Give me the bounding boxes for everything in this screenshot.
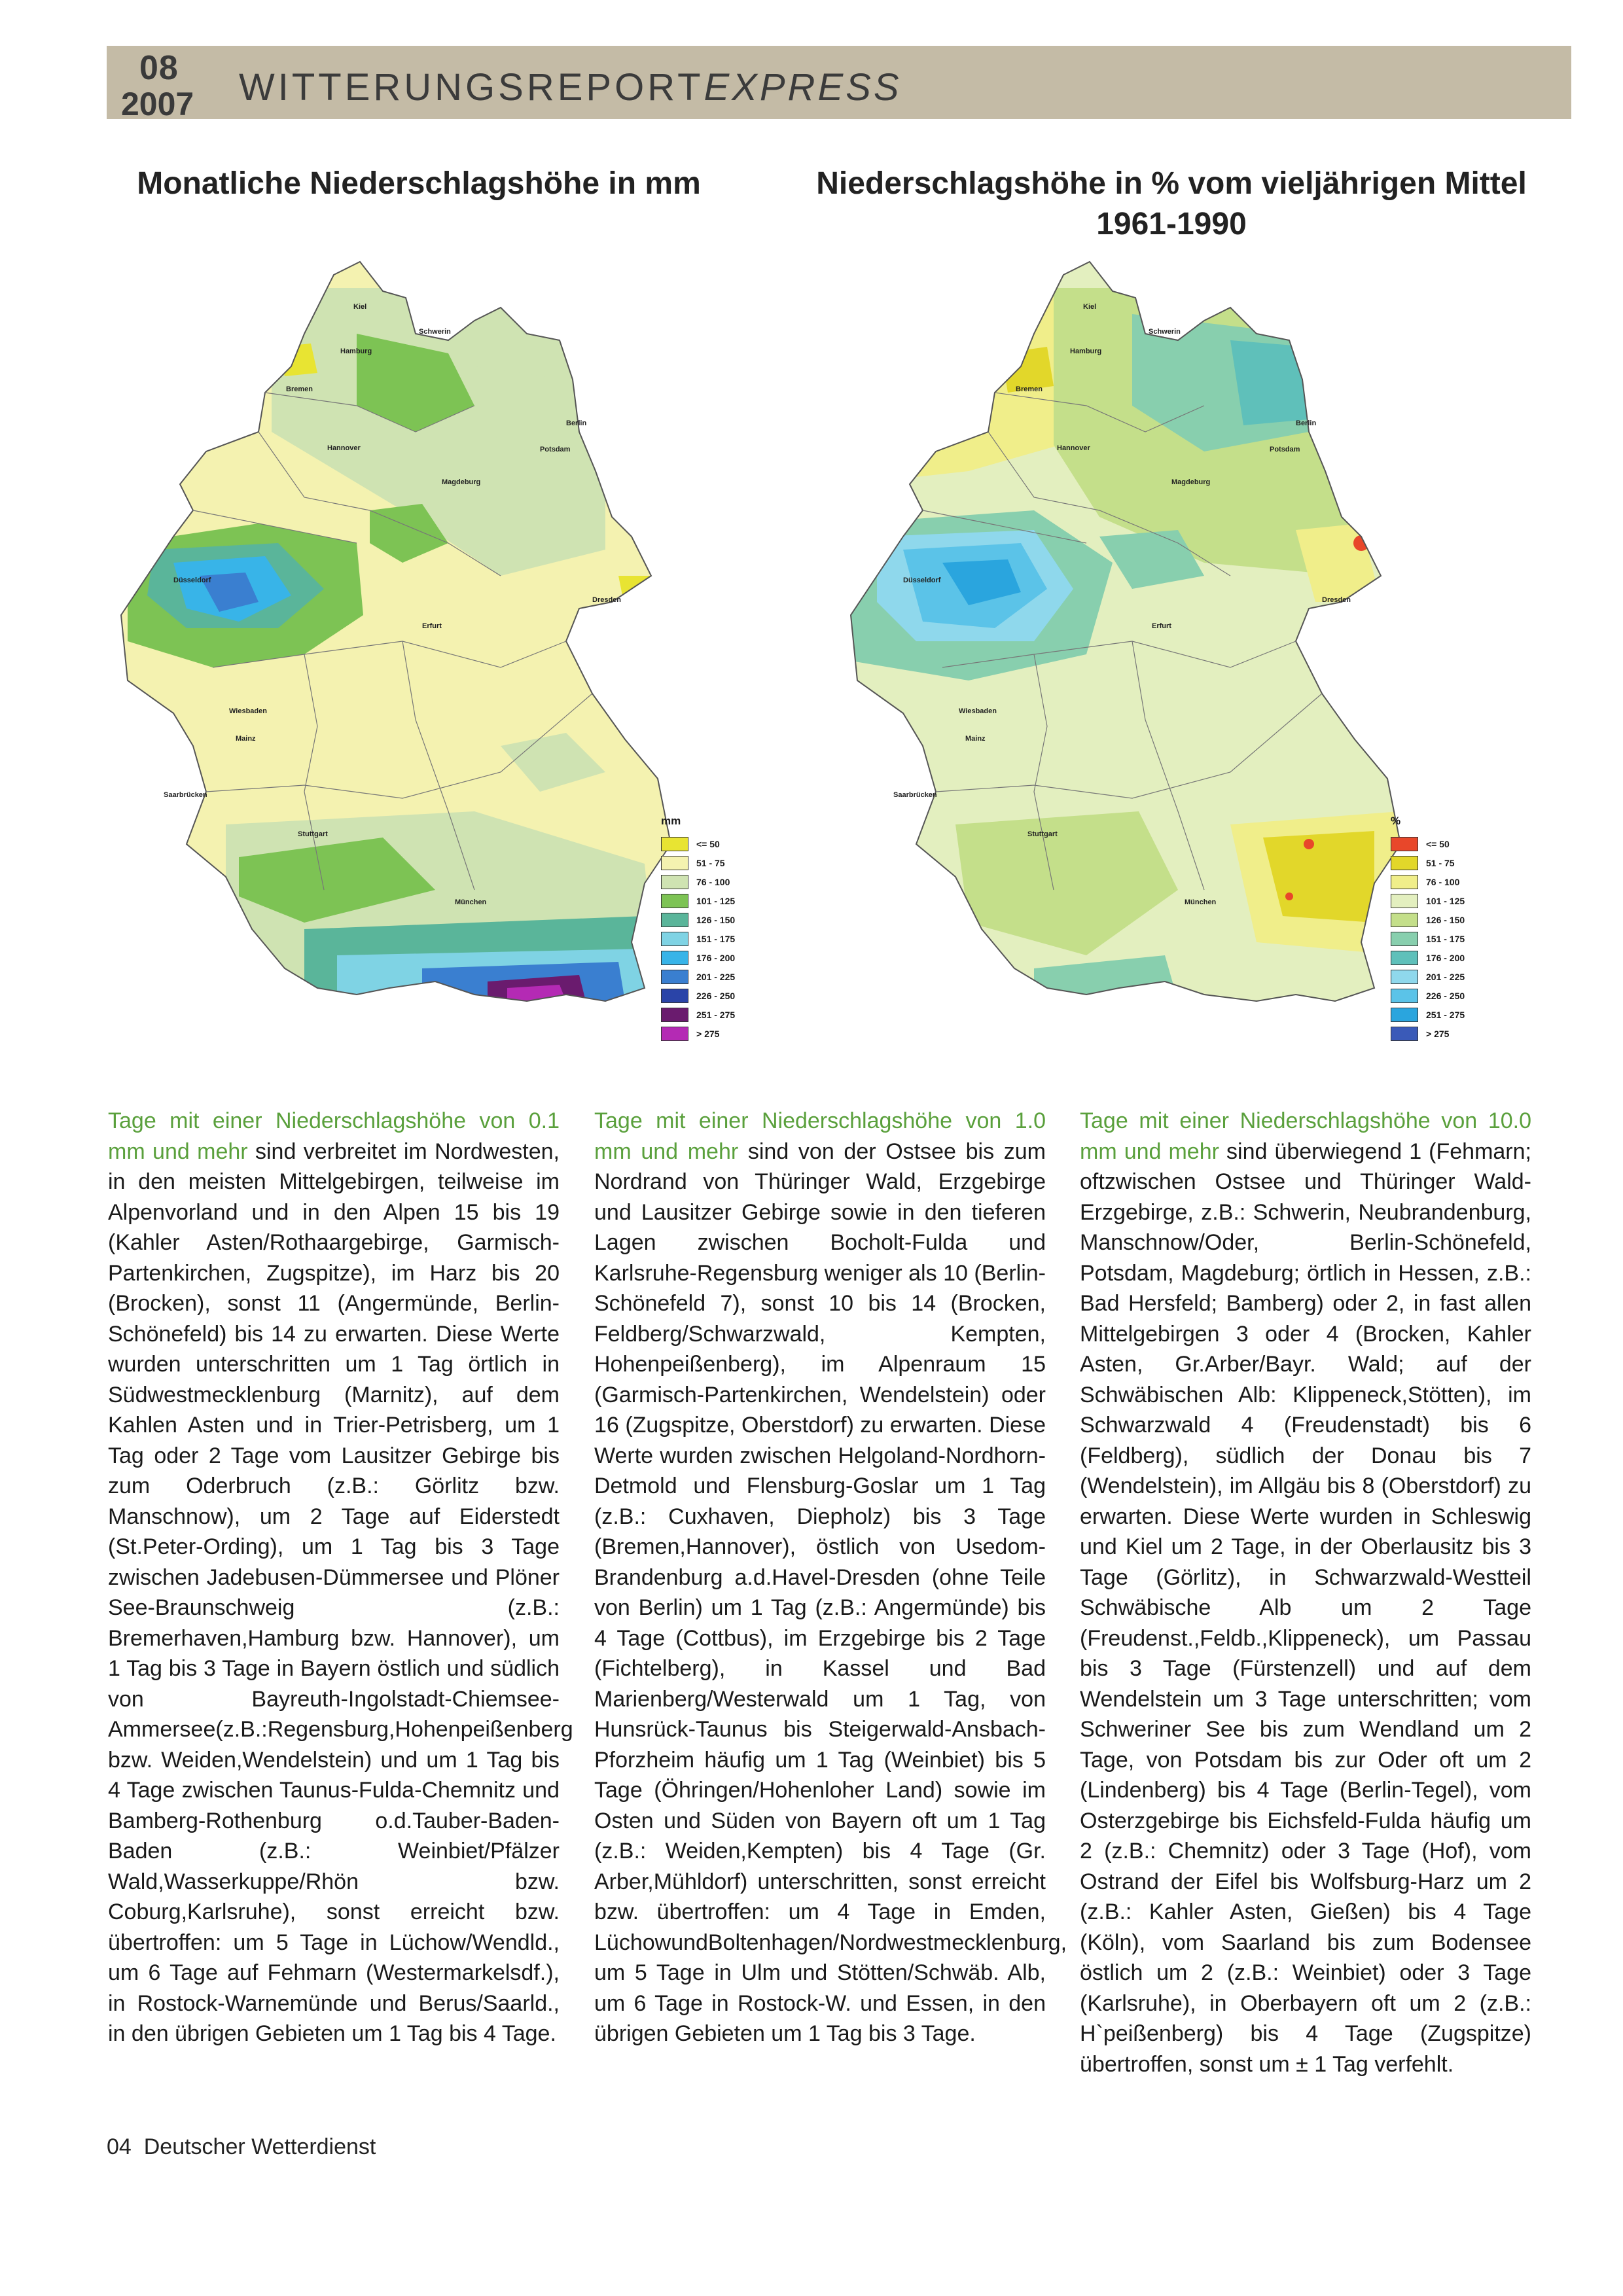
legend-label: 51 - 75: [1426, 857, 1455, 868]
text-column-3: [1080, 1106, 1531, 2079]
legend-label: 251 - 275: [1426, 1009, 1465, 1020]
city-kiel: Kiel: [1083, 303, 1097, 311]
legend-swatch: [661, 856, 688, 870]
legend-label: 101 - 125: [696, 895, 736, 906]
column-2-lead: Tage mit einer Niederschlagshöhe von 1.0 mm und mehr: [594, 1108, 1046, 1164]
city-mainz: Mainz: [965, 735, 986, 743]
legend-mm-rows: [661, 834, 746, 1043]
legend-row: [661, 872, 746, 891]
legend-swatch: [1391, 951, 1418, 965]
report-title-main: WITTERUNGSREPORT: [239, 66, 704, 109]
city-berlin: Berlin: [566, 419, 587, 427]
legend-swatch: [1391, 913, 1418, 927]
legend-row: [1391, 967, 1476, 986]
column-1-lead: Tage mit einer Niederschlagshöhe von 0.1 mm und mehr: [108, 1108, 560, 1164]
legend-label: 176 - 200: [1426, 952, 1465, 963]
legend-swatch: [661, 951, 688, 965]
legend-percent: [1391, 815, 1476, 1043]
legend-swatch: [661, 894, 688, 908]
text-column-1: [108, 1106, 573, 2049]
text-column-2: [594, 1106, 1067, 2049]
city-duesseldorf: Düsseldorf: [173, 576, 211, 584]
legend-swatch: [661, 913, 688, 927]
legend-swatch: [661, 932, 688, 946]
legend-percent-rows: [1391, 834, 1476, 1043]
city-hannover: Hannover: [327, 444, 361, 452]
city-kiel: Kiel: [353, 303, 367, 311]
legend-row: [1391, 891, 1476, 910]
legend-label: > 275: [696, 1028, 720, 1039]
legend-swatch: [661, 1027, 688, 1041]
legend-row: [1391, 986, 1476, 1005]
legend-row: [1391, 1005, 1476, 1024]
city-potsdam: Potsdam: [1270, 446, 1300, 453]
legend-row: [1391, 910, 1476, 929]
legend-row: [661, 948, 746, 967]
legend-swatch: [1391, 894, 1418, 908]
legend-row: [1391, 948, 1476, 967]
city-hamburg: Hamburg: [340, 347, 372, 355]
legend-swatch: [1391, 1027, 1418, 1041]
map-left-title: Monatliche Niederschlagshöhe in mm: [137, 166, 701, 201]
issue-box: [107, 46, 198, 122]
legend-label: 76 - 100: [1426, 876, 1460, 887]
legend-swatch: [1391, 837, 1418, 851]
legend-mm: [661, 815, 746, 1043]
city-stuttgart: Stuttgart: [1027, 830, 1058, 838]
legend-row: [661, 891, 746, 910]
city-erfurt: Erfurt: [422, 622, 442, 630]
city-bremen: Bremen: [286, 385, 313, 393]
city-potsdam: Potsdam: [540, 446, 571, 453]
legend-label: > 275: [1426, 1028, 1450, 1039]
legend-swatch: [1391, 856, 1418, 870]
map-right-title: [759, 164, 1584, 245]
legend-label: <= 50: [696, 838, 720, 849]
legend-row: [1391, 872, 1476, 891]
issue-year: 2007: [121, 86, 194, 122]
legend-label: 76 - 100: [696, 876, 730, 887]
legend-label: 201 - 225: [1426, 971, 1465, 982]
legend-label: 151 - 175: [696, 933, 736, 944]
legend-row: [1391, 834, 1476, 853]
legend-label: 126 - 150: [1426, 914, 1465, 925]
city-duesseldorf: Düsseldorf: [903, 576, 941, 584]
legend-label: 226 - 250: [1426, 990, 1465, 1001]
city-schwerin: Schwerin: [1149, 328, 1181, 336]
legend-row: [661, 910, 746, 929]
legend-row: [661, 967, 746, 986]
legend-swatch: [661, 970, 688, 984]
legend-row: [661, 1005, 746, 1024]
legend-label: 226 - 250: [696, 990, 736, 1001]
legend-swatch: [661, 875, 688, 889]
legend-row: [661, 1024, 746, 1043]
city-muenchen: München: [1185, 898, 1217, 906]
legend-label: 251 - 275: [696, 1009, 736, 1020]
map-right-title-line2: 1961-1990: [1096, 207, 1247, 241]
legend-swatch: [1391, 1008, 1418, 1022]
legend-row: [1391, 929, 1476, 948]
legend-row: [661, 834, 746, 853]
city-schwerin: Schwerin: [419, 328, 451, 336]
city-saarbruecken: Saarbrücken: [893, 791, 937, 799]
city-saarbruecken: Saarbrücken: [164, 791, 207, 799]
column-3-body: sind überwiegend 1 (Fehmarn; oftzwischen Ostsee und Thüringer Wald-Erzgebirge, z.B.: Schwerin, Neubrandenburg, Manschnow/Oder, Berlin-Schönefeld, Potsdam, Magdeburg; örtlich in Hessen, z.B.: Bad Hersfeld; Bamberg) oder 2, in fast allen Mittelgebirgen 3 oder 4 (Brocken, Kahler Asten, Gr.Arber/Bayr. Wald; auf der Schwäbischen Alb: Klippeneck,Stötten), im Schwarzwald 4 (Freudenstadt) bis 6 (Feldberg), südlich der Donau bis 7 (Wendelstein), im Allgäu bis 8 (Oberstdorf) zu erwarten. Diese Werte wurden in Schleswig und Kiel um 2 Tage, in der Oberlausitz bis 3 Tage (Görlitz), in Schwarzwald-Westteil Schwäbische Alb um 2 Tage (Freudenst.,Feldb.,Klippeneck), um Passau bis 3 Tage (Fürstenzell) und auf dem Wendelstein um 3 Tage unterschritten; vom Schweriner See bis zum Wendland um 2 Tage, von Potsdam bis zur Oder oft um 2 (Lindenberg) bis 4 Tage (Berlin-Tegel), vom Osterzgebirge bis Eichsfeld-Fulda häufig um 2 (z.B.: Chemnitz) oder 3 Tage (Hof), vom Ostrand der Eifel bis Wolfsburg-Harz um 2 (z.B.: Kahler Asten, Gießen) bis 4 Tage (Köln), vom Saarland bis zum Bodensee östlich um 2 (z.B.: Weinbiet) oder 3 Tage (Karlsruhe), in Oberbayern oft um 2 (z.B.: H`peißenberg) bis 4 Tage (Zugspitze) übertroffen, sonst um ± 1 Tag verfehlt.: [1080, 1139, 1531, 2077]
city-magdeburg: Magdeburg: [442, 478, 481, 486]
legend-label: 176 - 200: [696, 952, 736, 963]
legend-row: [1391, 853, 1476, 872]
city-bremen: Bremen: [1016, 385, 1043, 393]
legend-label: 126 - 150: [696, 914, 736, 925]
legend-label: <= 50: [1426, 838, 1450, 849]
city-berlin: Berlin: [1296, 419, 1317, 427]
column-3-lead: Tage mit einer Niederschlagshöhe von 10.0 mm und mehr: [1080, 1108, 1531, 1164]
city-dresden: Dresden: [1322, 596, 1351, 604]
legend-percent-title: %: [1391, 815, 1401, 827]
legend-label: 201 - 225: [696, 971, 736, 982]
city-wiesbaden: Wiesbaden: [229, 707, 267, 715]
legend-label: 51 - 75: [696, 857, 725, 868]
legend-row: [1391, 1024, 1476, 1043]
column-1-body: sind verbreitet im Nordwesten, in den meisten Mittelgebirgen, teilweise im Alpenvorland und in den Alpen 15 bis 19 (Kahler Asten/Rothaargebirge, Garmisch-Partenkirchen, Zugspitze), im Harz bis 20 (Brocken), sonst 11 (Angermünde, Berlin-Schönefeld) bis 14 zu erwarten. Diese Werte wurden unterschritten um 1 Tag örtlich in Südwestmecklenburg (Marnitz), auf dem Kahlen Asten und in Trier-Petrisberg, um 1 Tag oder 2 Tage vom Lausitzer Gebirge bis zum Oderbruch (z.B.: Görlitz bzw. Manschnow), um 2 Tage auf Eiderstedt (St.Peter-Ording), um 1 Tag bis 3 Tage zwischen Jadebusen-Dümmersee und Plöner See-Braunschweig (z.B.: Bremerhaven,Hamburg bzw. Hannover), um 1 Tag bis 3 Tage in Bayern östlich und südlich von Bayreuth-Ingolstadt-Chiemsee-Ammersee(z.B.:Regensburg,Hohenpeißenberg bzw. Weiden,Wendelstein) und um 1 Tag bis 4 Tage zwischen Taunus-Fulda-Chemnitz und Bamberg-Rothenburg o.d.Tauber-Baden-Baden (z.B.: Weinbiet/Pfälzer Wald,Wasserkuppe/Rhön bzw. Coburg,Karlsruhe), sonst erreicht bzw. übertroffen: um 5 Tage in Lüchow/Wendld., um 6 Tage auf Fehmarn (Westermarkelsdf.), in Rostock-Warnemünde und Berus/Saarld., in den übrigen Gebieten um 1 Tag bis 4 Tage.: [108, 1139, 573, 2046]
city-muenchen: München: [455, 898, 487, 906]
page-number: 04: [107, 2134, 132, 2159]
legend-swatch: [1391, 989, 1418, 1003]
city-wiesbaden: Wiesbaden: [959, 707, 997, 715]
report-title: [239, 65, 902, 109]
page-footer: [107, 2134, 376, 2160]
city-erfurt: Erfurt: [1152, 622, 1171, 630]
legend-row: [661, 853, 746, 872]
city-hamburg: Hamburg: [1070, 347, 1102, 355]
legend-row: [661, 986, 746, 1005]
legend-swatch: [661, 837, 688, 851]
legend-label: 151 - 175: [1426, 933, 1465, 944]
publisher-name: Deutscher Wetterdienst: [143, 2134, 376, 2159]
column-2-body: sind von der Ostsee bis zum Nordrand von Thüringer Wald, Erzgebirge und Lausitzer Gebirge sowie in den tieferen Lagen zwischen Bocholt-Fulda und Karlsruhe-Regensburg weniger als 10 (Berlin-Schönefeld 7), sonst 10 bis 14 (Brocken, Feldberg/Schwarzwald, Kempten, Hohenpeißenberg), im Alpenraum 15 (Garmisch-Partenkirchen, Wendelstein) oder 16 (Zugspitze, Oberstdorf) zu erwarten. Diese Werte wurden zwischen Helgoland-Nordhorn-Detmold und Flensburg-Goslar um 1 Tag (z.B.: Cuxhaven, Diepholz) bis 3 Tage (Bremen,Hannover), östlich von Usedom-Brandenburg a.d.Havel-Dresden (ohne Teile von Berlin) um 1 Tag (z.B.: Angermünde) bis 4 Tage (Cottbus), im Erzgebirge bis 2 Tage (Fichtelberg), in Kassel und Bad Marienberg/Westerwald um 1 Tag, von Hunsrück-Taunus bis Steigerwald-Ansbach-Pforzheim häufig um 1 Tag (Weinbiet) bis 5 Tage (Öhringen/Hohenloher Land) sowie im Osten und Süden von Bayern oft um 1 Tag (z.B.: Weiden,Kempten) bis 4 Tage (Gr. Arber,Mühldorf) unterschritten, sonst erreicht bzw. übertroffen: um 4 Tage in Emden, LüchowundBoltenhagen/Nordwestmecklenburg, um 5 Tage in Ulm und Stötten/Schwäb. Alb, um 6 Tage in Rostock-W. und Essen, in den übrigen Gebieten um 1 Tag bis 3 Tage.: [594, 1139, 1067, 2046]
issue-month: 08: [139, 49, 179, 87]
legend-swatch: [661, 1008, 688, 1022]
legend-swatch: [1391, 970, 1418, 984]
city-dresden: Dresden: [592, 596, 622, 604]
legend-label: 101 - 125: [1426, 895, 1465, 906]
city-magdeburg: Magdeburg: [1171, 478, 1211, 486]
report-title-express: EXPRESS: [704, 66, 902, 109]
legend-swatch: [1391, 875, 1418, 889]
legend-row: [661, 929, 746, 948]
map-right-title-line1: Niederschlagshöhe in % vom vieljährigen Mittel: [816, 166, 1527, 201]
city-hannover: Hannover: [1057, 444, 1090, 452]
city-stuttgart: Stuttgart: [298, 830, 328, 838]
legend-mm-title: mm: [661, 815, 681, 827]
city-mainz: Mainz: [236, 735, 256, 743]
legend-swatch: [1391, 932, 1418, 946]
legend-swatch: [661, 989, 688, 1003]
